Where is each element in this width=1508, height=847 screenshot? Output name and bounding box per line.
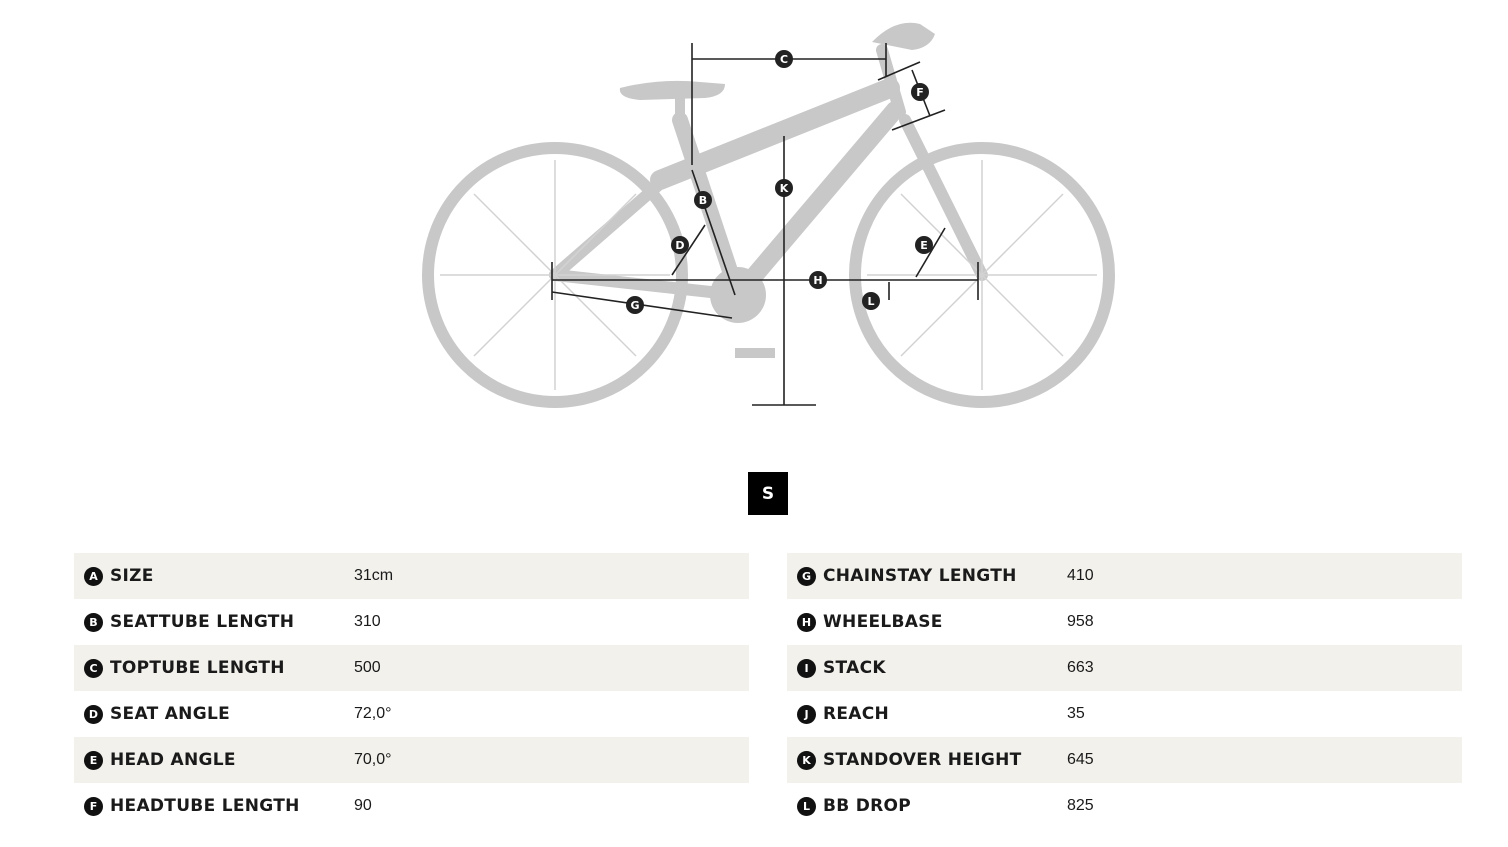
badge-d: D — [84, 705, 103, 724]
badge-l: L — [797, 797, 816, 816]
row-label: STACK — [823, 658, 886, 678]
row-label: REACH — [823, 704, 890, 724]
row-label: BB DROP — [823, 796, 912, 816]
geometry-row-head-angle — [74, 737, 749, 783]
row-value: 70,0° — [354, 751, 392, 768]
marker-l — [862, 292, 880, 310]
geometry-row-bb-drop — [787, 783, 1462, 829]
row-label: WHEELBASE — [823, 612, 943, 632]
row-label: STANDOVER HEIGHT — [823, 750, 1022, 770]
row-value: 90 — [354, 797, 372, 814]
row-label: SEAT ANGLE — [110, 704, 230, 724]
row-value: 500 — [354, 659, 381, 676]
badge-e: E — [84, 751, 103, 770]
badge-i: I — [797, 659, 816, 678]
svg-text:D: D — [675, 239, 685, 252]
svg-text:L: L — [867, 295, 875, 308]
svg-text:E: E — [920, 239, 928, 252]
row-value: 958 — [1067, 613, 1094, 630]
geometry-row-headtube-length — [74, 783, 749, 829]
svg-text:K: K — [779, 182, 789, 195]
row-value: 310 — [354, 613, 381, 630]
badge-a: A — [84, 567, 103, 586]
badge-j: J — [797, 705, 816, 724]
geometry-row-stack — [787, 645, 1462, 691]
marker-g — [626, 296, 644, 314]
geometry-row-wheelbase — [787, 599, 1462, 645]
marker-b — [694, 191, 712, 209]
row-value: 645 — [1067, 751, 1094, 768]
svg-text:H: H — [813, 274, 823, 287]
badge-b: B — [84, 613, 103, 632]
marker-h — [809, 271, 827, 289]
geometry-row-seat-angle — [74, 691, 749, 737]
row-value: 72,0° — [354, 705, 392, 722]
badge-c: C — [84, 659, 103, 678]
row-label: SIZE — [110, 566, 154, 586]
row-label: CHAINSTAY LENGTH — [823, 566, 1017, 586]
geometry-table-left — [74, 553, 749, 829]
geometry-row-seattube-length — [74, 599, 749, 645]
geometry-row-standover-height — [787, 737, 1462, 783]
geometry-row-toptube-length — [74, 645, 749, 691]
row-value: 663 — [1067, 659, 1094, 676]
geometry-row-reach — [787, 691, 1462, 737]
svg-text:C: C — [779, 53, 789, 66]
marker-f — [911, 83, 929, 101]
row-label: SEATTUBE LENGTH — [110, 612, 295, 632]
size-tab-s[interactable]: S — [748, 472, 788, 515]
row-label: HEAD ANGLE — [110, 750, 236, 770]
row-value: 35 — [1067, 705, 1085, 722]
marker-e — [915, 236, 933, 254]
svg-text:G: G — [630, 299, 640, 312]
row-value: 31cm — [354, 567, 394, 584]
svg-text:B: B — [698, 194, 708, 207]
marker-k — [775, 179, 793, 197]
row-value: 825 — [1067, 797, 1094, 814]
geometry-row-chainstay-length — [787, 553, 1462, 599]
marker-c — [775, 50, 793, 68]
marker-d — [671, 236, 689, 254]
badge-f: F — [84, 797, 103, 816]
badge-k: K — [797, 751, 816, 770]
svg-text:F: F — [916, 86, 924, 99]
row-label: TOPTUBE LENGTH — [110, 658, 285, 678]
geometry-table-right — [787, 553, 1462, 829]
row-label: HEADTUBE LENGTH — [110, 796, 300, 816]
badge-g: G — [797, 567, 816, 586]
row-value: 410 — [1067, 567, 1094, 584]
geometry-row-size — [74, 553, 749, 599]
badge-h: H — [797, 613, 816, 632]
